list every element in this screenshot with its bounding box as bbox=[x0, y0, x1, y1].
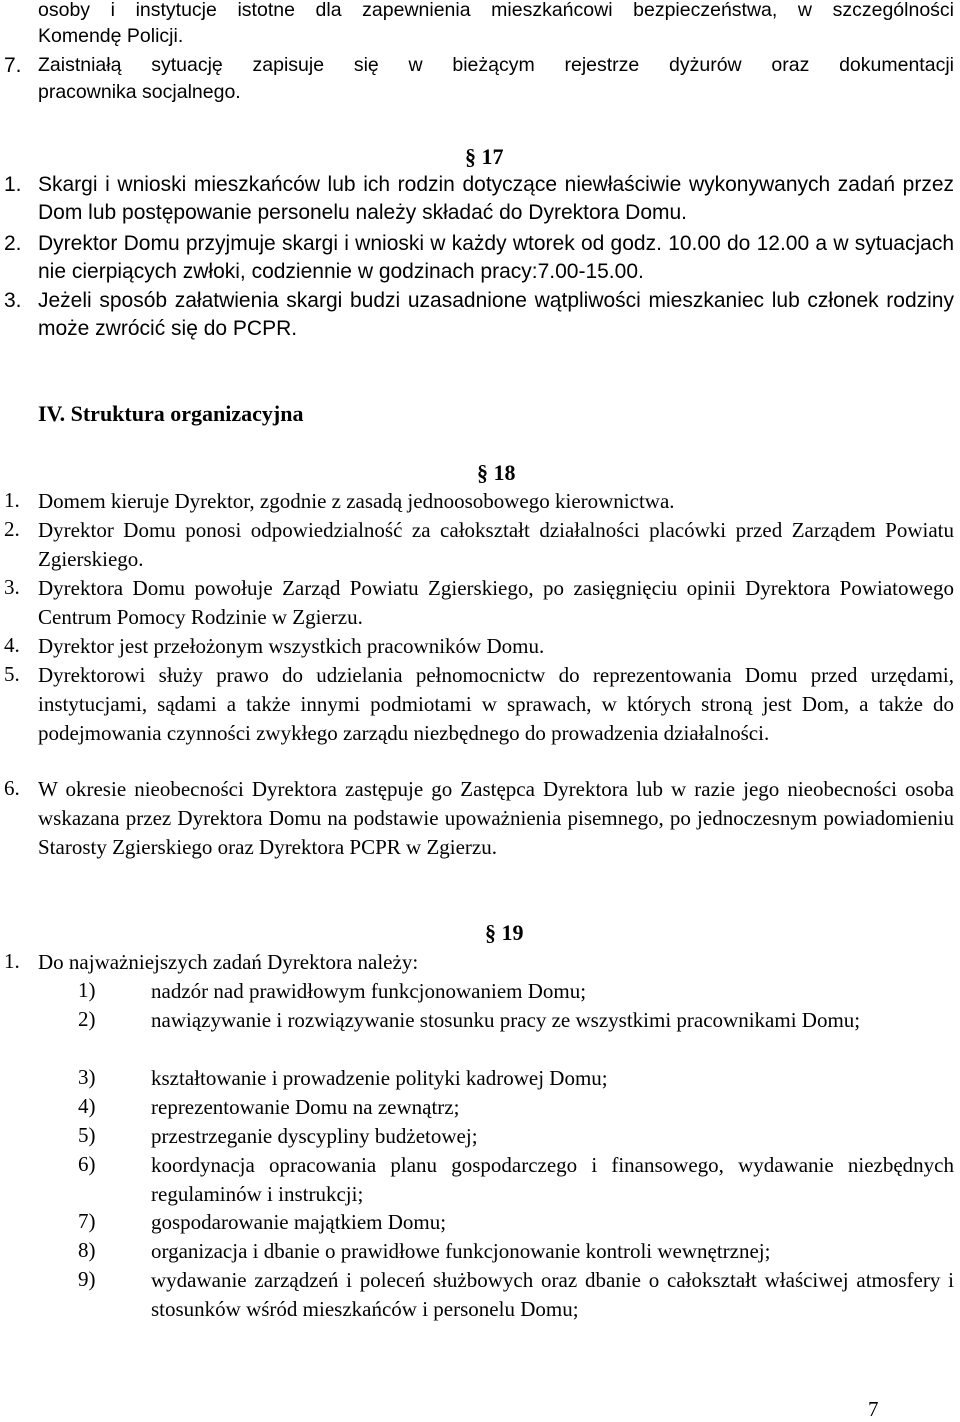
list-item-text: Dyrektor Domu przyjmuje skargi i wnioski w każdy wtorek od godz. 10.00 do 12.00 a w sytuacjach nie cierpiących zwłoki, codziennie w godzinach pracy:7.00-15.00. bbox=[38, 232, 954, 283]
section-heading-18: § 18 bbox=[477, 460, 516, 485]
sublist-item-text: reprezentowanie Domu na zewnątrz; bbox=[151, 1095, 460, 1119]
sublist-number: 6) bbox=[78, 1152, 96, 1176]
list-number: 2. bbox=[4, 232, 22, 255]
list-intro-text: Do najważniejszych zadań Dyrektora należy: bbox=[38, 950, 419, 974]
sublist-item-text: przestrzeganie dyscypliny budżetowej; bbox=[151, 1124, 478, 1148]
list-item-text: Domem kieruje Dyrektor, zgodnie z zasadą jednoosobowego kierownictwa. bbox=[38, 489, 675, 513]
sublist-number: 4) bbox=[78, 1094, 96, 1118]
list-number: 1. bbox=[4, 488, 20, 512]
sublist-item-text: kształtowanie i prowadzenie polityki kadrowej Domu; bbox=[151, 1066, 608, 1090]
list-item-text: Dyrektor Domu ponosi odpowiedzialność za całokształt działalności placówki przed Zarządem Powiatu Zgierskiego. bbox=[38, 518, 954, 571]
list-item-text: Dyrektor jest przełożonym wszystkich pracowników Domu. bbox=[38, 634, 545, 658]
section-heading-19: § 19 bbox=[485, 920, 524, 945]
list-number: 6. bbox=[4, 776, 20, 800]
list-number: 1. bbox=[4, 949, 20, 973]
list-number: 5. bbox=[4, 662, 20, 686]
sublist-number: 9) bbox=[78, 1267, 96, 1291]
list-number: 4. bbox=[4, 633, 20, 657]
sublist-number: 8) bbox=[78, 1238, 96, 1262]
list-number: 3. bbox=[4, 575, 20, 599]
list-number: 7. bbox=[4, 54, 22, 77]
paragraph-continuation-line: Komendę Policji. bbox=[38, 25, 184, 47]
sublist-item-text: nawiązywanie i rozwiązywanie stosunku pracy ze wszystkimi pracownikami Domu; bbox=[151, 1008, 861, 1032]
sublist-item-text: nadzór nad prawidłowym funkcjonowaniem Domu; bbox=[151, 979, 587, 1003]
section-heading-17: § 17 bbox=[465, 144, 504, 169]
page-number: 7 bbox=[868, 1397, 879, 1421]
chapter-heading: IV. Struktura organizacyjna bbox=[38, 401, 304, 426]
sublist-number: 3) bbox=[78, 1065, 96, 1089]
paragraph-continuation-line: osoby i instytucje istotne dla zapewnienia mieszkańcowi bezpieczeństwa, w szczególności bbox=[38, 0, 954, 21]
list-number: 1. bbox=[4, 173, 22, 196]
list-number: 2. bbox=[4, 517, 20, 541]
list-number: 3. bbox=[4, 289, 22, 312]
sublist-number: 1) bbox=[78, 978, 96, 1002]
sublist-number: 2) bbox=[78, 1007, 96, 1031]
list-item-text: Dyrektora Domu powołuje Zarząd Powiatu Zgierskiego, po zasięgnięciu opinii Dyrektora Powiatowego Centrum Pomocy Rodzinie w Zgierzu. bbox=[38, 576, 954, 629]
list-item-text: Skargi i wnioski mieszkańców lub ich rodzin dotyczące niewłaściwie wykonywanych zadań przez Dom lub postępowanie personelu należy składać do Dyrektora Domu. bbox=[38, 173, 954, 224]
list-item-text: pracownika socjalnego. bbox=[38, 81, 241, 103]
list-item-text: W okresie nieobecności Dyrektora zastępuje go Zastępca Dyrektora lub w razie jego nieobecności osoba wskazana przez Dyrektora Domu na podstawie upoważnienia pisemnego, po jednoczesnym powiadomieniu Starosty Zgierskiego oraz Dyrektora PCPR w Zgierzu. bbox=[38, 777, 954, 859]
sublist-item-text: wydawanie zarządzeń i poleceń służbowych oraz dbanie o całokształt właściwej atmosfery i stosunków wśród mieszkańców i personelu Domu; bbox=[151, 1268, 954, 1321]
list-item-text: Dyrektorowi służy prawo do udzielania pełnomocnictw do reprezentowania Domu przed urzędami, instytucjami, sądami a także innymi podmiotami w sprawach, w których stroną jest Dom, a także do podejmowania czynności zwykłego zarządu niezbędnego do prowadzenia działalności. bbox=[38, 663, 954, 745]
list-item-text: Jeżeli sposób załatwienia skargi budzi uzasadnione wątpliwości mieszkaniec lub członek rodziny może zwrócić się do PCPR. bbox=[38, 289, 954, 340]
sublist-number: 5) bbox=[78, 1123, 96, 1147]
sublist-number: 7) bbox=[78, 1209, 96, 1233]
sublist-item-text: gospodarowanie majątkiem Domu; bbox=[151, 1210, 447, 1234]
sublist-item-text: koordynacja opracowania planu gospodarczego i finansowego, wydawanie niezbędnych regulaminów i instrukcji; bbox=[151, 1153, 954, 1206]
sublist-item-text: organizacja i dbanie o prawidłowe funkcjonowanie kontroli wewnętrznej; bbox=[151, 1239, 771, 1263]
list-item-text: Zaistniałą sytuację zapisuje się w bieżącym rejestrze dyżurów oraz dokumentacji bbox=[38, 54, 954, 76]
